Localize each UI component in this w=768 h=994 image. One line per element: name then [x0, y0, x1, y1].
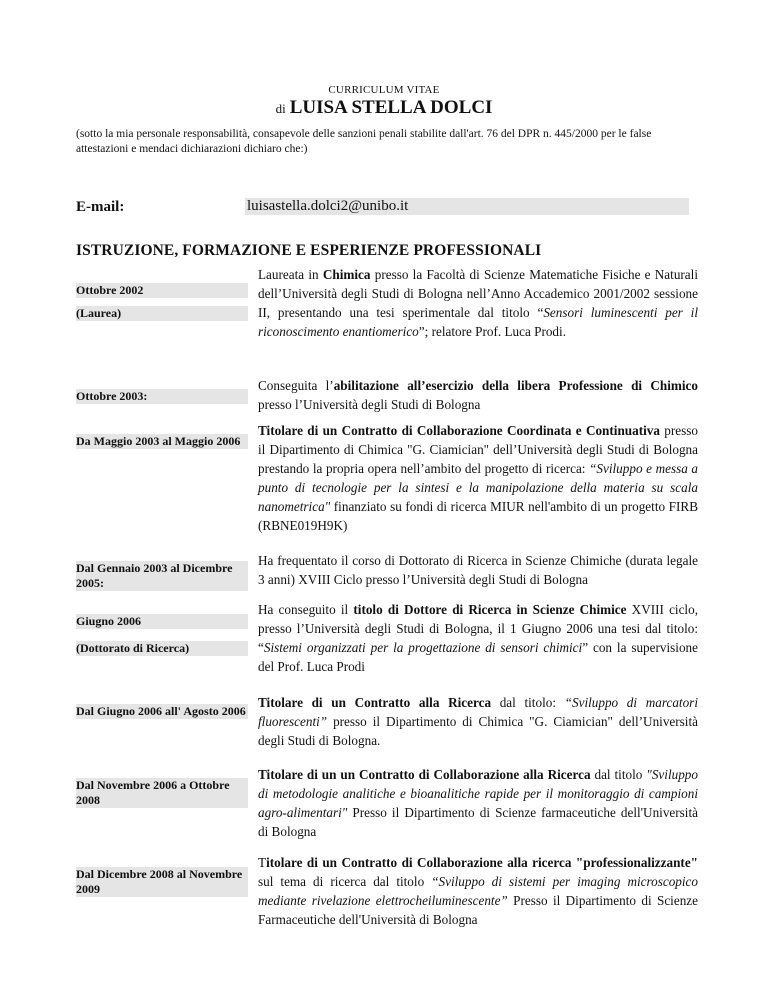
entry-description: Titolare di un Contratto di Collaborazione alla ricerca "professionalizzante" sul tema di ricerca dal titolo “Sviluppo di sistemi per imaging microscopico mediante rivelazione elettrocheiluminescente” Presso il Dipartimento di Scienze Farmaceutiche dell'Università di Bologna [258, 855, 698, 927]
person-name: LUISA STELLA DOLCI [289, 97, 493, 118]
entry-date: Dal Giugno 2006 all' Agosto 2006 [76, 704, 248, 719]
entry-description: Titolare di un Contratto di Collaborazione Coordinata e Continuativa presso il Dipartimento di Chimica "G. Ciamician" dell’Università degli Studi di Bologna prestando la propria opera nell’ambito del progetto di ricerca: “Sviluppo e messa a punto di tecnologie per la sintesi e la manipolazione della materia su scala nanometrica" finanziato su fondi di ricerca MIUR nell'ambito di un progetto FIRB (RBNE019H9K) [258, 423, 698, 533]
entry-description: Conseguita l’abilitazione all’esercizio della libera Professione di Chimico presso l’Università degli Studi di Bologna [258, 378, 698, 412]
entry-date: Giugno 2006 [76, 614, 248, 629]
declaration-text: (sotto la mia personale responsabilità, consapevole delle sanzioni penali stabilite dall'art. 76 del DPR n. 445/2000 per le false attestazioni e mendaci dichiarazioni dichiaro che:) [76, 128, 652, 155]
email-value[interactable]: luisastella.dolci2@unibo.it [245, 198, 689, 215]
entry-date: Da Maggio 2003 al Maggio 2006 [76, 434, 248, 449]
document-title [0, 97, 768, 119]
entry-subtitle: (Dottorato di Ricerca) [76, 641, 248, 656]
title-preposition: di [275, 101, 286, 116]
entry-subtitle: (Laurea) [76, 306, 248, 321]
entry-date: Dal Gennaio 2003 al Dicembre 2005: [76, 561, 248, 591]
section-title: ISTRUZIONE, FORMAZIONE E ESPERIENZE PROFESSIONALI [76, 242, 542, 259]
document-subtitle: CURRICULUM VITAE [328, 84, 440, 96]
entry-description: Titolare di un Contratto alla Ricerca dal titolo: “Sviluppo di marcatori fluorescenti” presso il Dipartimento di Chimica "G. Ciamician" dell’Università degli Studi di Bologna. [258, 695, 698, 748]
entry-description: Titolare di un un Contratto di Collaborazione alla Ricerca dal titolo "Sviluppo di metodologie analitiche e bioanalitiche rapide per il monitoraggio di campioni agro-alimentari" Presso il Dipartimento di Scienze farmaceutiche dell'Università di Bologna [258, 767, 698, 839]
entry-description: Laureata in Chimica presso la Facoltà di Scienze Matematiche Fisiche e Naturali dell’Università degli Studi di Bologna nell’Anno Accademico 2001/2002 sessione II, presentando una tesi sperimentale dal titolo “Sensori luminescenti per il riconoscimento enantiomerico”; relatore Prof. Luca Prodi. [258, 267, 698, 339]
entry-description: Ha conseguito il titolo di Dottore di Ricerca in Scienze Chimice XVIII ciclo, presso l’Università degli Studi di Bologna, il 1 Giugno 2006 una tesi dal titolo: “Sistemi organizzati per la progettazione di sensori chimici” con la supervisione del Prof. Luca Prodi [258, 602, 698, 674]
entry-date: Ottobre 2003: [76, 389, 248, 404]
entry-date: Dal Novembre 2006 a Ottobre 2008 [76, 778, 248, 808]
email-label: E-mail: [76, 199, 125, 215]
entry-date: Dal Dicembre 2008 al Novembre 2009 [76, 867, 248, 897]
entry-description: Ha frequentato il corso di Dottorato di Ricerca in Scienze Chimiche (durata legale 3 anni) XVIII Ciclo presso l’Università degli Studi di Bologna [258, 553, 698, 587]
entry-date: Ottobre 2002 [76, 283, 248, 298]
